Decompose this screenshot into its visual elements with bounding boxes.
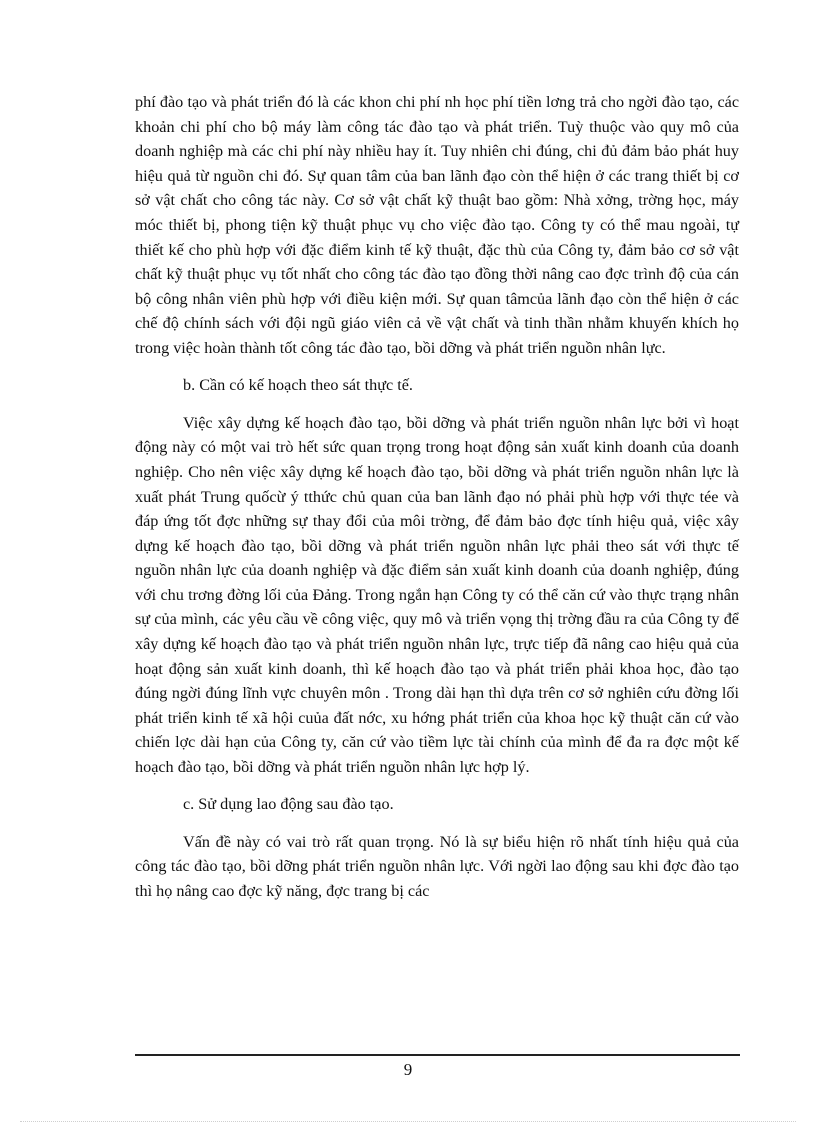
paragraph-planning: Việc xây dựng kế hoạch đào tạo, bồi dỡng và phát triển nguồn nhân lực bởi vì hoạt động này có một vai trò hết sức quan trọng trong hoạt động sản xuất kinh doanh của doanh nghiệp. Cho nên việc xây dựng kế hoạch đào tạo, bồi dỡng và phát triển nguồn nhân lực là xuất phát Trung quốcừ ý tthức chủ quan của ban lãnh đạo nó phải phù hợp với thực tée và đáp ứng tốt đợc những sự thay đổi của môi trờng, để đảm bảo đợc tính hiệu quả, việc xây dựng kế hoạch đào tạo, bồi dỡng và phát triển nguồn nhân lực phải theo sát với thực tế nguồn nhân lực của doanh nghiệp và đặc điểm sản xuất kinh doanh của doanh nghiệp, đúng với chu trơng đờng lối của Đảng. Trong ngắn hạn Công ty có thể căn cứ vào thực trạng nhân sự của mình, các yêu cầu về công việc, quy mô và triển vọng thị trờng đầu ra của Công ty để xây dựng kế hoạch đào tạo và phát triển nguồn nhân lực, trực tiếp đã nâng cao hiệu quả của hoạt động sản xuất kinh doanh, thì kế hoạch đào tạo và phát triển phải khoa học, đào tạo đúng ngời đúng lĩnh vực chuyên môn . Trong dài hạn thì dựa trên cơ sở nghiên cứu đờng lối phát triển kinh tế xã hội cuủa đất nớc, xu hớng phát triển của khoa học kỹ thuật căn cứ vào chiến lợc dài hạn của Công ty, căn cứ vào tiềm lực tài chính của mình để đa ra đợc một kế hoạch đào tạo, bồi dỡng và phát triển nguồn nhân lực hợp lý. [135,413,739,777]
footer-rule [135,1054,740,1056]
subheading-plan: b. Cần có kế hoạch theo sát thực tế. [183,376,413,395]
subheading-post-training: c. Sử dụng lao động sau đào tạo. [183,795,394,814]
paragraph-post-training: Vấn đề này có vai trò rất quan trọng. Nó là sự biểu hiện rõ nhất tính hiệu quả của công tác đào tạo, bồi dỡng phát triển nguồn nhân lực. Với ngời lao động sau khi đợc đào tạo thì họ nâng cao đợc kỹ năng, đợc trang bị các [135,832,739,900]
document-body [135,90,739,916]
page-number: 9 [403,1060,413,1079]
paragraph-training-costs: phí đào tạo và phát triển đó là các khon chi phí nh học phí tiền lơng trả cho ngời đào tạo, các khoản chi phí cho bộ máy làm công tác đào tạo và phát triển. Tuỳ thuộc vào quy mô của doanh nghiệp mà các chi phí này nhiều hay ít. Tuy nhiên chi đúng, chi đủ đảm bảo phát huy hiệu quả từ nguồn chi đó. Sự quan tâm của ban lãnh đạo còn thể hiện ở các trang thiết bị cơ sở vật chất cho công tác này. Cơ sở vật chất kỹ thuật bao gồm: Nhà xởng, trờng học, máy móc thiết bị, phong tiện kỹ thuật phục vụ cho việc đào tạo. Công ty có thể mau ngoài, tự thiết kế cho phù hợp với đặc điểm kinh tế kỹ thuật, đặc thù của Công ty, đảm bảo cơ sở vật chất kỹ thuật phục vụ tốt nhất cho công tác đào tạo đồng thời nâng cao đợc trình độ của cán bộ công nhân viên phù hợp với điều kiện mới. Sự quan tâmcủa lãnh đạo còn thể hiện ở các chế độ chính sách với đội ngũ giáo viên cả về vật chất và tinh thần nhằm khuyến khích họ trong việc hoàn thành tốt công tác đào tạo, bồi dỡng và phát triển nguồn nhân lực. [135,93,739,357]
page-break-line [20,1121,796,1122]
